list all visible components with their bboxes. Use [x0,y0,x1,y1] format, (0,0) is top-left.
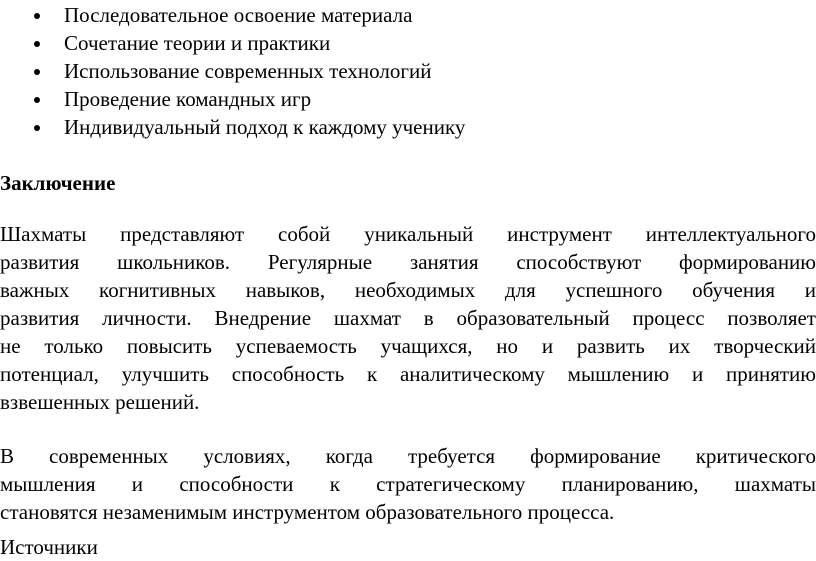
list-item [0,85,816,113]
list-item-text: Сочетание теории и практики [64,31,331,55]
bullet-icon [34,125,40,131]
list-item-text: Индивидуальный подход к каждому ученику [64,115,466,139]
list-item [0,57,816,85]
paragraph-line: потенциал, улучшить способность к аналитическому мышлению и принятию [0,362,816,386]
conclusion-paragraph-2 [0,442,816,526]
bullet-icon [34,69,40,75]
paragraph-line: развития школьников. Регулярные занятия способствуют формированию [0,250,816,274]
paragraph-line: взвешенных решений. [0,390,200,414]
list-item-text: Проведение командных игр [64,87,312,111]
sources-heading: Источники [0,535,98,559]
list-item [0,113,816,141]
paragraph-line: становятся незаменимым инструментом образовательного процесса. [0,500,615,524]
paragraph-line: важных когнитивных навыков, необходимых для успешного обучения и [0,278,816,302]
bullet-icon [34,97,40,103]
list-item [0,1,816,29]
list-item [0,29,816,57]
conclusion-heading: Заключение [0,171,116,195]
paragraph-line: Шахматы представляют собой уникальный инструмент интеллектуального [0,222,816,246]
list-item-text: Последовательное освоение материала [64,3,413,27]
methods-bullet-list [0,1,816,141]
bullet-icon [34,41,40,47]
list-item-text: Использование современных технологий [64,59,432,83]
bullet-icon [34,13,40,19]
paragraph-line: В современных условиях, когда требуется формирование критического [0,444,816,468]
conclusion-paragraph-1 [0,220,816,416]
paragraph-line: мышления и способности к стратегическому планированию, шахматы [0,472,816,496]
paragraph-line: не только повысить успеваемость учащихся, но и развить их творческий [0,334,816,358]
paragraph-line: развития личности. Внедрение шахмат в образовательный процесс позволяет [0,306,816,330]
